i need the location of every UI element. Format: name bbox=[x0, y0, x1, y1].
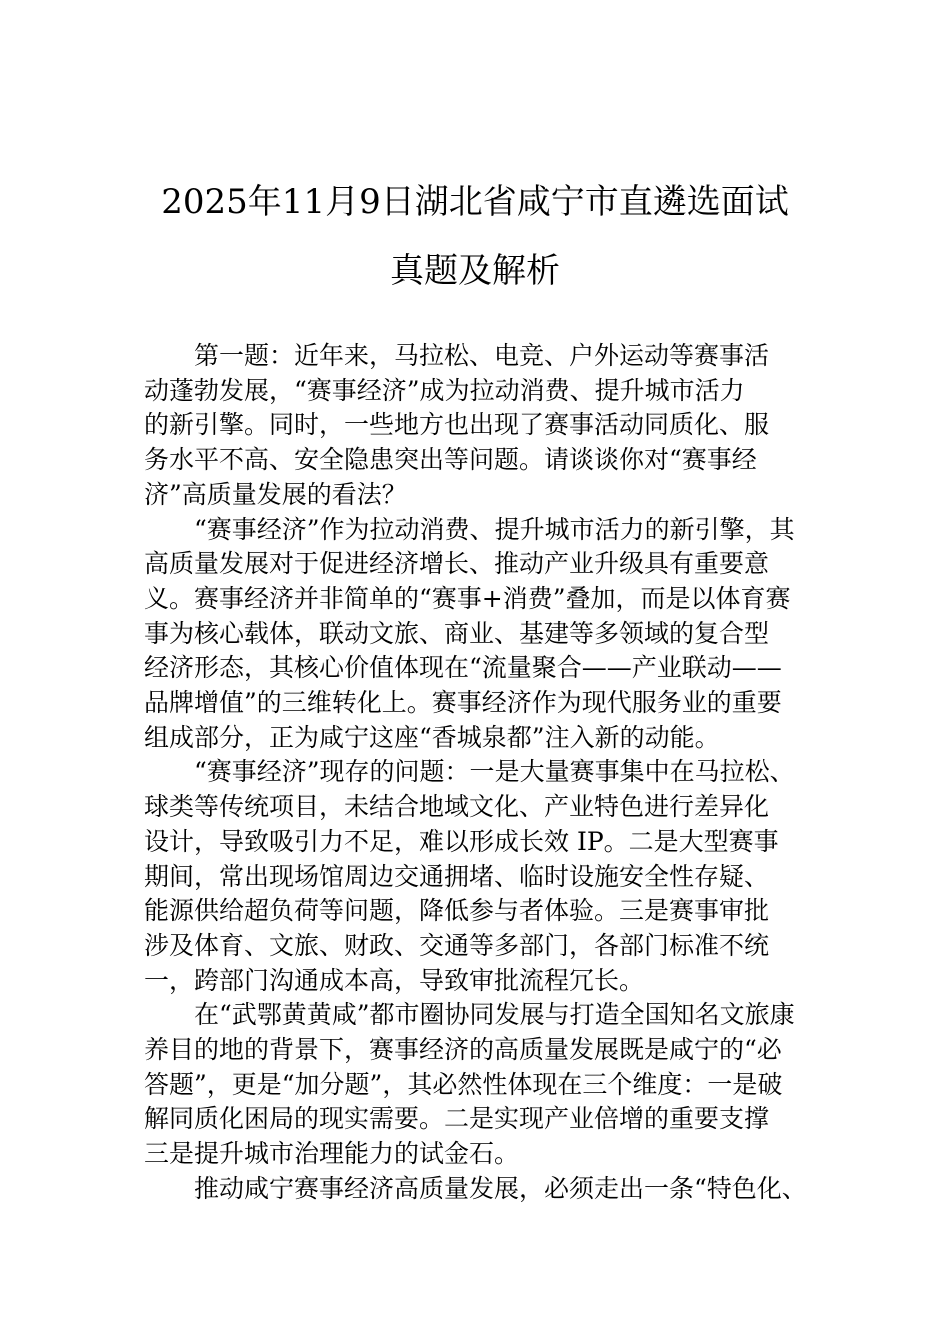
paragraph-line: 解同质化困局的现实需要。二是实现产业倍增的重要支撑 bbox=[144, 1104, 770, 1134]
paragraph-line: 高质量发展对于促进经济增长、推动产业升级具有重要意 bbox=[144, 549, 770, 579]
paragraph-line: 能源供给超负荷等问题，降低参与者体验。三是赛事审批 bbox=[144, 896, 770, 926]
paragraph-line: 推动咸宁赛事经济高质量发展，必须走出一条“特色化、 bbox=[194, 1173, 807, 1203]
paragraph bbox=[144, 1172, 812, 1207]
paragraph-line: 涉及体育、文旅、财政、交通等多部门，各部门标准不统 bbox=[144, 930, 770, 960]
paragraph bbox=[144, 755, 812, 998]
paragraph-line: 期间，常出现场馆周边交通拥堵、临时设施安全性存疑、 bbox=[144, 861, 770, 891]
paragraph-line: 答题”，更是“加分题”，其必然性体现在三个维度：一是破 bbox=[144, 1069, 783, 1099]
paragraph-line: 第一题：近年来，马拉松、电竞、户外运动等赛事活 bbox=[194, 341, 770, 370]
document-title-line-2: 真题及解析 bbox=[390, 251, 560, 291]
document-title-line-1: 2025年11月9日湖北省咸宁市直遴选面试 bbox=[161, 182, 789, 222]
paragraph-line: 球类等传统项目，未结合地域文化、产业特色进行差异化 bbox=[144, 792, 770, 822]
paragraph-line: 在“武鄂黄黄咸”都市圈协同发展与打造全国知名文旅康 bbox=[194, 1000, 795, 1030]
paragraph-line: “赛事经济”作为拉动消费、提升城市活力的新引擎，其 bbox=[194, 514, 795, 544]
paragraph bbox=[144, 998, 812, 1172]
paragraph-line: 动蓬勃发展，“赛事经济”成为拉动消费、提升城市活力 bbox=[144, 375, 745, 405]
paragraph-line: 事为核心载体，联动文旅、商业、基建等多领域的复合型 bbox=[144, 618, 770, 648]
paragraph-line: 三是提升城市治理能力的试金石。 bbox=[144, 1139, 520, 1169]
paragraph-line: 设计，导致吸引力不足，难以形成长效 IP。二是大型赛事 bbox=[144, 826, 779, 856]
document-body bbox=[144, 339, 812, 1207]
paragraph-line: 经济形态，其核心价值体现在“流量聚合——产业联动—— bbox=[144, 653, 782, 683]
paragraph-line: 济”高质量发展的看法？ bbox=[144, 479, 407, 509]
paragraph-line: 一，跨部门沟通成本高，导致审批流程冗长。 bbox=[144, 965, 645, 995]
paragraph-line: 组成部分，正为咸宁这座“香城泉都”注入新的动能。 bbox=[144, 722, 720, 752]
paragraph-line: 的新引擎。同时，一些地方也出现了赛事活动同质化、服 bbox=[144, 410, 770, 440]
paragraph-line: 义。赛事经济并非简单的“赛事+消费”叠加，而是以体育赛 bbox=[144, 583, 791, 613]
paragraph-line: “赛事经济”现存的问题：一是大量赛事集中在马拉松、 bbox=[194, 757, 795, 787]
paragraph-line: 养目的地的背景下，赛事经济的高质量发展既是咸宁的“必 bbox=[144, 1035, 782, 1065]
paragraph-line: 品牌增值”的三维转化上。赛事经济作为现代服务业的重要 bbox=[144, 688, 782, 718]
paragraph bbox=[144, 339, 812, 513]
paragraph-line: 务水平不高、安全隐患突出等问题。请谈谈你对“赛事经 bbox=[144, 445, 757, 475]
paragraph bbox=[144, 513, 812, 756]
